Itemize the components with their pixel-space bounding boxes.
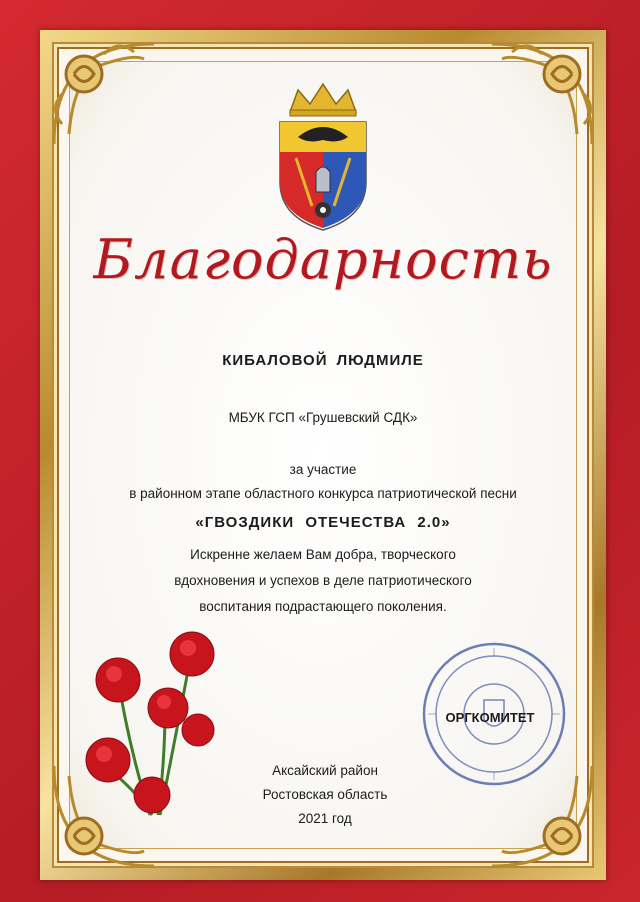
organizing-committee-label: ОРГКОМИТЕТ (445, 710, 535, 725)
wish-line: вдохновения и успехов в деле патриотического (174, 573, 472, 588)
recipient-name: КИБАЛОВОЙ ЛЮДМИЛЕ (222, 352, 424, 369)
year-text: 2021 год (298, 811, 352, 826)
place-line: Ростовская область (262, 787, 388, 802)
participation-text: за участие (289, 462, 357, 477)
carnation-flowers-icon (80, 620, 230, 820)
contest-name: «ГВОЗДИКИ ОТЕЧЕСТВА 2.0» (195, 514, 451, 531)
coat-of-arms-icon (268, 82, 378, 232)
certificate-title: Благодарность (93, 228, 553, 291)
place-line: Аксайский район (272, 763, 378, 778)
wish-line: воспитания подрастающего поколения. (199, 599, 447, 614)
gold-ornament-icon (482, 34, 602, 154)
gold-ornament-icon (44, 34, 164, 154)
wish-line: Искренне желаем Вам добра, творческого (190, 547, 456, 562)
organization-name: МБУК ГСП «Грушевский СДК» (228, 410, 418, 425)
stage-text: в районном этапе областного конкурса патриотической песни (129, 486, 517, 501)
